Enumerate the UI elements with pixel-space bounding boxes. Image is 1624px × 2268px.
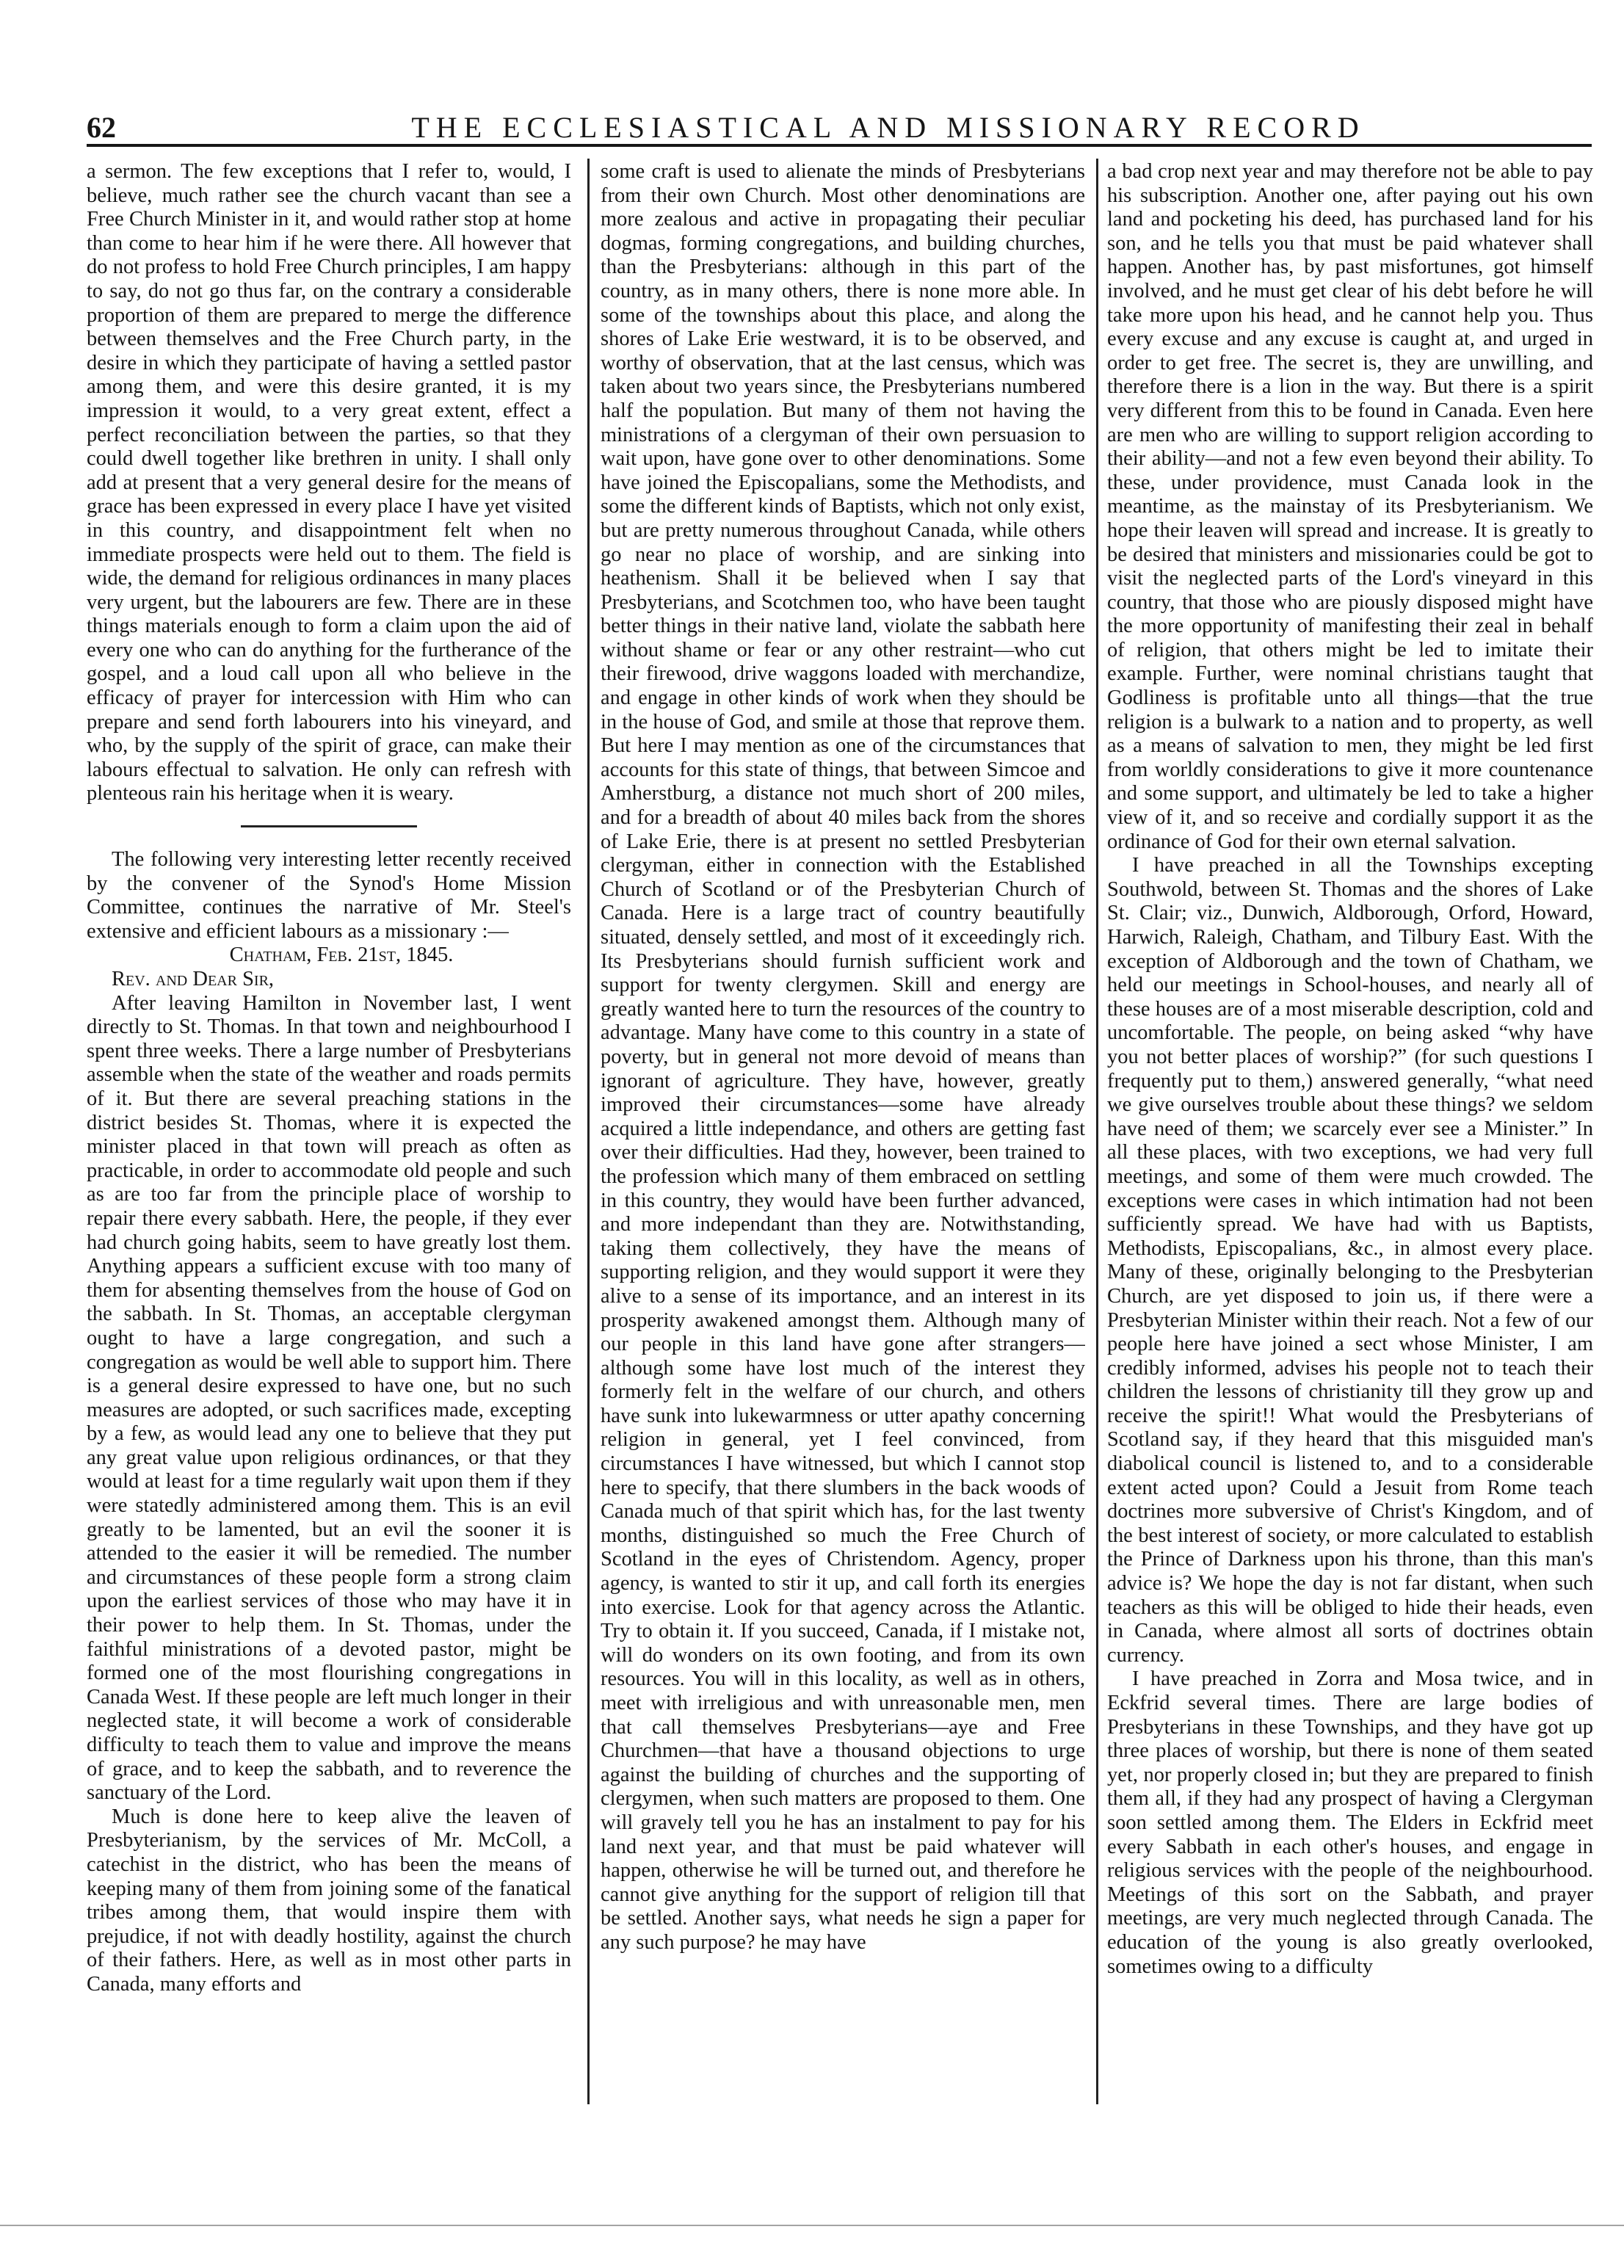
column-1-paragraph: Much is done here to keep alive the leaven of Presbyterianism, by the services of Mr. McColl, a catechist in the district, who has been the means of keeping many of them from joining some of the fanatical tribes among them, that would inspire them with prejudice, if not with deadly hostility, against the church of their fathers. Here, as well as in most other parts in Canada, many efforts and xyxy=(87,1805,571,1996)
section-divider xyxy=(241,825,417,827)
column-3-paragraph: I have preached in all the Townships excepting Southwold, between St. Thomas and the shores of Lake St. Clair; viz., Dunwich, Aldborough, Orford, Howard, Harwich, Raleigh, Chatham, and Tilbury East. With the exception of Aldborough and the town of Chatham, we held our meetings in School-houses, and nearly all of these houses are of a most miserable description, cold and uncomfortable. The people, on being asked “why have you not better places of worship?” (for such questions I frequently put to them,) answered generally, “what need we give ourselves trouble about these things? we seldom have need of them; we scarcely ever see a Minister.” In all these places, with two exceptions, we had very full meetings, and some of them were much crowded. The exceptions were cases in which intimation had not been sufficiently spread. We have had with us Baptists, Methodists, Episcopalians, &c., in almost every place. Many of these, originally belonging to the Presbyterian Church, are yet disposed to join us, if there were a Presbyterian Minister within their reach. Not a few of our people here have joined a sect whose Minister, I am credibly informed, advises his people not to teach their children the lessons of christianity till they grow up and receive the spirit!! What would the Presbyterians of Scotland say, if they heard that this misguided man's diabolical council is listened to, and to a considerable extent acted upon? Could a Jesuit from Rome teach doctrines more subversive of Christ's Kingdom, and of the best interest of society, or more calculated to establish the Prince of Darkness upon his throne, than this man's advice is? We hope the day is not far distant, when such teachers as this will be obliged to hide their heads, even in Canada, where almost all sorts of doctrines obtain currency. xyxy=(1107,854,1593,1667)
column-2-paragraph: some craft is used to alienate the minds of Presbyterians from their own Church. Most other denominations are more zealous and active in propagating their peculiar dogmas, forming congregations, and building churches, than the Presbyterians: although in this part of the country, as in many others, there is none more able. In some of the townships about this place, and along the shores of Lake Erie westward, it is to be observed, and worthy of observation, that at the last census, which was taken about two years since, the Presbyterians numbered half the population. But many of them not having the ministrations of a clergyman of their own persuasion to wait upon, have gone over to other denominations. Some have joined the Episcopalians, some the Methodists, and some the different kinds of Baptists, which not only exist, but are pretty numerous throughout Canada, while others go near no place of worship, and are sinking into heathenism. Shall it be believed when I say that Presbyterians, and Scotchmen too, who have been taught better things in their native land, violate the sabbath here without shame or fear or any other restraint—who cut their firewood, drive waggons loaded with merchandize, and engage in other kinds of work when they should be in the house of God, and smile at those that reprove them. But here I may mention as one of the circumstances that accounts for this state of things, that between Simcoe and Amherstburg, a distance not much short of 200 miles, and for a breadth of about 40 miles back from the shores of Lake Erie, there is at present no settled Presbyterian clergyman, either in connection with the Established Church of Scotland or of the Presbyterian Church of Canada. Here is a large tract of country beautifully situated, densely settled, and most of it exceedingly rich. Its Presbyterians should furnish sufficient work and support for twenty clergymen. Skill and energy are greatly wanted here to turn the resources of the country to advantage. Many have come to this country in a state of poverty, but in general not more devoid of means than ignorant of agriculture. They have, however, greatly improved their circumstances—some have already acquired a little independance, and others are getting fast over their difficulties. Had they, however, been trained to the profession which many of them embraced on settling in this country, they would have been further advanced, and more independant than they are. Notwithstanding, taking them collectively, they have the means of supporting religion, and they would support it were they alive to a sense of its importance, and an interest in its prosperity awakened amongst them. Although many of our people in this land have gone after strangers—although some have lost much of the interest they formerly felt in the welfare of our church, and others have sunk into lukewarmness or utter apathy concerning religion in general, yet I feel convinced, from circumstances I have witnessed, but which I cannot stop here to specify, that there slumbers in the back woods of Canada much of that spirit which has, for the last twenty months, distinguished so much the Free Church of Scotland in the eyes of Christendom. Agency, proper agency, is wanted to stir it up, and call forth its energies into exercise. Look for that agency across the Atlantic. Try to obtain it. If you succeed, Canada, if I mistake not, will do wonders on its own footing, and from its own resources. You will in this locality, as well as in others, meet with irreligious and with unreasonable men, men that call themselves Presbyterians—aye and Free Churchmen—that have a thousand objections to urge against the building of churches and the supporting of clergymen, when such matters are proposed to them. One will gravely tell you he has an instalment to pay for his land next year, and that must be paid whatever will happen, otherwise he will be turned out, and therefore he cannot give anything for the support of religion till that be settled. Another says, what needs he sign a paper for any such purpose? he may have xyxy=(601,160,1085,1954)
header-rule xyxy=(87,144,1592,147)
column-3 xyxy=(1107,160,1593,2106)
letter-salutation: Rev. and Dear Sir, xyxy=(112,968,275,990)
column-1 xyxy=(87,160,571,2106)
column-1-paragraph: a sermon. The few exceptions that I refer to, would, I believe, much rather see the church vacant than see a Free Church Minister in it, and would rather stop at home than come to hear him if he were there. All however that do not profess to hold Free Church principles, I am happy to say, do not go thus far, on the contrary a considerable proportion of them are prepared to merge the difference between themselves and the Free Church party, in the desire in which they participate of having a settled pastor among them, and were this desire granted, it is my impression it would, to a very great extent, effect a perfect reconciliation between the parties, so that they could dwell together like brethren in unity. I shall only add at present that a very general desire for the means of grace has been expressed in every place I have yet visited in this country, and disappointment felt when no immediate prospects were held out to them. The field is wide, the demand for religious ordinances in many places very urgent, but the labourers are few. There are in these things materials enough to form a claim upon the aid of every one who can do anything for the furtherance of the gospel, and a loud call upon all who believe in the efficacy of prayer for intercession with Him who can prepare and send forth labourers into his vineyard, and who, by the supply of the spirit of grace, can make their labours effectual to salvation. He only can refresh with plenteous rain his heritage when it is weary. xyxy=(87,160,571,805)
page-bottom-edge xyxy=(0,2225,1624,2226)
letter-dateline: Chatham, Feb. 21st, 1845. xyxy=(229,943,454,967)
column-3-paragraph: I have preached in Zorra and Mosa twice, and in Eckfrid several times. There are large bodies of Presbyterians in these Townships, and they have got up three places of worship, but there is none of them seated yet, nor properly closed in; but they are prepared to finish them all, if they had any prospect of having a Clergyman soon settled among them. The Elders in Eckfrid meet every Sabbath in each other's houses, and engage in religious services with the people of the neighbourhood. Meetings of this sort on the Sabbath, and prayer meetings, are very much neglected through Canada. The education of the young is also greatly overlooked, sometimes owing to a difficulty xyxy=(1107,1667,1593,1978)
page-number: 62 xyxy=(87,111,116,144)
column-2 xyxy=(601,160,1085,2106)
column-divider xyxy=(587,159,590,2104)
column-divider xyxy=(1096,159,1098,2104)
column-3-paragraph: a bad crop next year and may therefore not be able to pay his subscription. Another one, after paying out his own land and pocketing his deed, has purchased land for his son, and he tells you that must be paid whatever shall happen. Another has, by past misfortunes, got himself involved, and he must get clear of his debt before he will take more upon his head, and he cannot help you. Thus every excuse and any excuse is caught at, and urged in order to get free. The secret is, they are unwilling, and therefore there is a lion in the way. But there is a spirit very different from this to be found in Canada. Even here are men who are willing to support religion according to their ability—and not a few even beyond their ability. To these, under providence, must Canada look in the meantime, as the mainstay of its Presbyterianism. We hope their leaven will spread and increase. It is greatly to be desired that ministers and missionaries could be got to visit the neglected parts of the Lord's vineyard in this country, that those who are piously disposed might have the more opportunity of manifesting their zeal in behalf of religion, that others might be led to imitate their example. Further, were nominal christians taught that Godliness is profitable unto all things—that the true religion is a bulwark to a nation and to property, as well as a means of salvation to men, they might be led first from worldly considerations to give it more countenance and some support, and ultimately be led to take a higher view of it, and so receive and cordially support it as the ordinance of God for their own eternal salvation. xyxy=(1107,160,1593,853)
running-title: THE ECCLESIASTICAL AND MISSIONARY RECORD xyxy=(411,111,1366,144)
letter-introduction: The following very interesting letter recently received by the convener of the Synod's Home Mission Committee, continues the narrative of Mr. Steel's extensive and efficient labours as a missionary :— xyxy=(87,848,571,943)
column-1-paragraph: After leaving Hamilton in November last, I went directly to St. Thomas. In that town and neighbourhood I spent three weeks. There a large number of Presbyterians assemble when the state of the weather and roads permits of it. But there are several preaching stations in the district besides St. Thomas, where it is expected the minister placed in that town will preach as often as practicable, in order to accommodate old people and such as are too far from the principle place of worship to repair there every sabbath. Here, the people, if they ever had church going habits, seem to have greatly lost them. Anything appears a sufficient excuse with too many of them for absenting themselves from the house of God on the sabbath. In St. Thomas, an acceptable clergyman ought to have a large congregation, and such a congregation as would be well able to support him. There is a general desire expressed to have one, but no such measures are adopted, or such sacrifices made, excepting by a few, as would lead any one to believe that they put any great value upon religious ordinances, or that they would at least for a time regularly wait upon them if they were statedly administered among them. This is an evil greatly to be lamented, but an evil the sooner it is attended to the easier it will be remedied. The number and circumstances of these people form a strong claim upon the earliest services of those who may have it in their power to help them. In St. Thomas, under the faithful ministrations of a devoted pastor, might be formed one of the most flourishing congregations in Canada West. If these people are left much longer in their neglected state, it will become a work of considerable difficulty to teach them to value and improve the means of grace, and to keep the sabbath, and to reverence the sanctuary of the Lord. xyxy=(87,991,571,1805)
